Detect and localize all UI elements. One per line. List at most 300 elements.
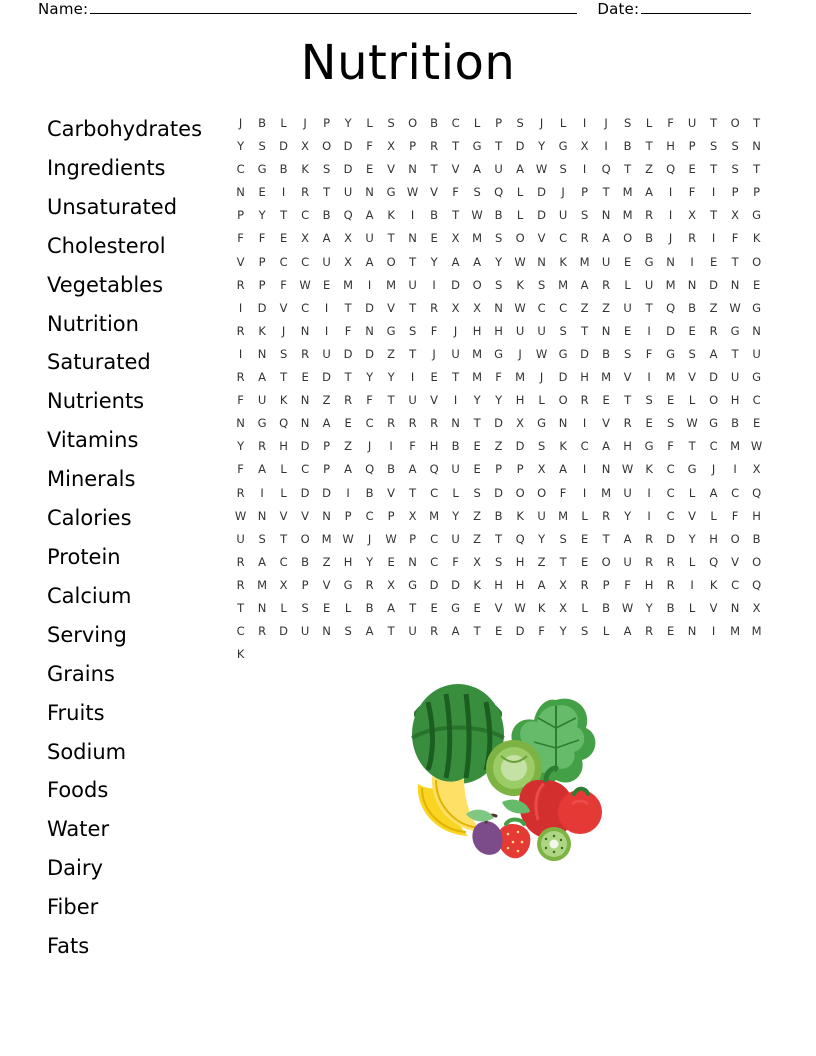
grid-cell: O xyxy=(408,116,418,130)
grid-cell: L xyxy=(688,554,696,569)
grid-cell: T xyxy=(645,139,653,154)
grid-cell: R xyxy=(623,416,632,431)
grid-cell: Q xyxy=(666,162,676,177)
grid-cell: N xyxy=(257,508,267,523)
grid-cell: L xyxy=(280,600,288,615)
grid-cell: U xyxy=(451,346,461,361)
grid-cell: N xyxy=(257,346,267,361)
grid-cell: O xyxy=(752,254,762,269)
grid-cell: N xyxy=(300,416,310,431)
grid-cell: C xyxy=(666,485,675,500)
word-list-item: Grains xyxy=(47,661,115,686)
grid-cell: M xyxy=(665,370,676,385)
grid-cell: K xyxy=(387,208,396,223)
grid-cell: O xyxy=(752,554,762,569)
grid-cell: T xyxy=(430,162,438,177)
grid-cell: C xyxy=(537,300,546,315)
grid-cell: N xyxy=(300,393,310,408)
grid-cell: C xyxy=(365,416,374,431)
grid-cell: X xyxy=(301,139,310,154)
grid-cell: S xyxy=(645,393,654,408)
grid-cell: S xyxy=(731,162,740,177)
grid-cell: N xyxy=(601,208,611,223)
grid-cell: D xyxy=(515,439,525,454)
grid-cell: Q xyxy=(343,208,353,223)
grid-cell: E xyxy=(623,254,632,269)
grid-cell: F xyxy=(237,393,245,408)
grid-cell: M xyxy=(343,277,354,292)
grid-cell: A xyxy=(602,439,611,454)
grid-cell: A xyxy=(580,277,589,292)
grid-cell: K xyxy=(559,254,568,269)
grid-cell: Q xyxy=(494,185,504,200)
grid-cell: I xyxy=(690,254,695,269)
grid-cell: C xyxy=(430,554,439,569)
grid-cell: Z xyxy=(494,439,503,454)
page-title: Nutrition xyxy=(300,35,516,91)
grid-cell: S xyxy=(559,162,568,177)
grid-cell: U xyxy=(623,485,633,500)
grid-cell: I xyxy=(604,139,609,154)
grid-cell: A xyxy=(344,462,353,477)
grid-cell: H xyxy=(515,577,525,592)
grid-cell: S xyxy=(301,600,310,615)
grid-cell: E xyxy=(473,439,482,454)
grid-cell: D xyxy=(429,577,439,592)
grid-cell: W xyxy=(621,462,634,477)
grid-cell: M xyxy=(429,508,440,523)
grid-cell: V xyxy=(430,393,439,408)
grid-cell: C xyxy=(559,231,568,246)
grid-cell: N xyxy=(752,323,762,338)
grid-cell: E xyxy=(258,185,267,200)
grid-cell: A xyxy=(258,554,267,569)
grid-cell: N xyxy=(236,185,246,200)
grid-cell: X xyxy=(516,416,525,431)
grid-cell: G xyxy=(386,323,396,338)
grid-cell: N xyxy=(257,600,267,615)
grid-cell: A xyxy=(322,231,331,246)
grid-cell: K xyxy=(645,462,654,477)
grid-cell: Y xyxy=(538,139,546,154)
grid-cell: M xyxy=(386,277,397,292)
grid-cell: D xyxy=(494,416,504,431)
grid-cell: C xyxy=(279,554,288,569)
grid-cell: X xyxy=(344,231,353,246)
grid-cell: X xyxy=(688,208,697,223)
grid-cell: S xyxy=(258,531,267,546)
grid-cell: K xyxy=(516,508,525,523)
name-label: Name: xyxy=(38,0,89,18)
grid-cell: C xyxy=(301,462,310,477)
grid-cell: L xyxy=(710,508,718,523)
grid-cell: M xyxy=(601,370,612,385)
grid-cell: X xyxy=(559,577,568,592)
grid-cell: T xyxy=(602,531,610,546)
grid-cell: E xyxy=(688,323,697,338)
grid-cell: F xyxy=(452,185,460,200)
grid-cell: L xyxy=(280,485,288,500)
grid-cell: L xyxy=(645,116,653,130)
grid-cell: S xyxy=(473,485,482,500)
grid-cell: D xyxy=(322,485,332,500)
grid-cell: M xyxy=(601,485,612,500)
grid-cell: N xyxy=(558,416,568,431)
grid-cell: R xyxy=(236,277,245,292)
grid-cell: H xyxy=(429,439,439,454)
grid-cell: J xyxy=(668,231,673,246)
grid-cell: R xyxy=(301,346,310,361)
grid-cell: R xyxy=(430,624,439,639)
grid-cell: K xyxy=(279,393,288,408)
word-list-item: Foods xyxy=(47,778,109,803)
grid-cell: B xyxy=(451,439,460,454)
grid-cell: Z xyxy=(709,300,718,315)
word-list-item: Fruits xyxy=(47,700,105,725)
grid-cell: A xyxy=(645,185,654,200)
grid-cell: F xyxy=(538,624,546,639)
grid-cell: R xyxy=(365,577,374,592)
grid-cell: V xyxy=(537,231,546,246)
grid-cell: C xyxy=(279,254,288,269)
grid-cell: E xyxy=(344,416,353,431)
grid-cell: E xyxy=(602,393,611,408)
grid-cell: E xyxy=(494,624,503,639)
grid-cell: U xyxy=(515,323,525,338)
grid-cell: J xyxy=(238,116,243,130)
date-input-line[interactable] xyxy=(641,0,751,14)
grid-cell: A xyxy=(408,462,417,477)
grid-cell: E xyxy=(688,162,697,177)
grid-cell: X xyxy=(752,600,761,615)
grid-cell: S xyxy=(623,116,632,130)
grid-cell: C xyxy=(666,462,675,477)
grid-cell: Z xyxy=(473,531,482,546)
grid-cell: I xyxy=(281,185,286,200)
word-list-item: Nutrition xyxy=(47,311,139,336)
grid-cell: D xyxy=(300,439,310,454)
grid-cell: G xyxy=(709,416,719,431)
grid-cell: D xyxy=(451,277,461,292)
grid-cell: I xyxy=(582,416,587,431)
grid-cell: P xyxy=(731,185,739,200)
grid-cell: D xyxy=(343,162,353,177)
grid-cell: O xyxy=(386,254,396,269)
grid-cell: F xyxy=(731,508,739,523)
grid-cell: P xyxy=(301,577,309,592)
grid-cell: X xyxy=(387,139,396,154)
grid-cell: C xyxy=(236,624,245,639)
grid-cell: U xyxy=(408,277,418,292)
grid-cell: X xyxy=(559,600,568,615)
grid-cell: T xyxy=(473,416,481,431)
grid-cell: X xyxy=(731,208,740,223)
grid-cell: N xyxy=(365,323,375,338)
grid-cell: B xyxy=(623,139,632,154)
grid-cell: S xyxy=(473,185,482,200)
grid-cell: P xyxy=(258,254,266,269)
grid-cell: Z xyxy=(580,300,589,315)
grid-cell: I xyxy=(367,277,372,292)
grid-cell: G xyxy=(752,208,762,223)
grid-cell: K xyxy=(537,600,546,615)
grid-cell: J xyxy=(604,116,609,130)
grid-cell: F xyxy=(409,439,417,454)
grid-cell: I xyxy=(324,323,329,338)
grid-cell: U xyxy=(752,346,762,361)
grid-cell: M xyxy=(321,531,332,546)
grid-cell: B xyxy=(279,162,288,177)
grid-cell: A xyxy=(516,162,525,177)
grid-cell: T xyxy=(495,531,503,546)
grid-cell: C xyxy=(731,577,740,592)
grid-cell: T xyxy=(710,162,718,177)
grid-cell: G xyxy=(257,162,267,177)
grid-cell: G xyxy=(752,300,762,315)
grid-cell: S xyxy=(322,162,331,177)
grid-cell: C xyxy=(301,208,310,223)
grid-cell: S xyxy=(709,139,718,154)
grid-cell: S xyxy=(580,624,589,639)
grid-cell: K xyxy=(258,323,267,338)
grid-cell: L xyxy=(280,462,288,477)
grid-cell: R xyxy=(645,531,654,546)
grid-cell: B xyxy=(430,208,439,223)
grid-cell: B xyxy=(731,416,740,431)
grid-cell: X xyxy=(344,254,353,269)
grid-cell: E xyxy=(752,416,761,431)
grid-cell: T xyxy=(344,300,352,315)
word-list-item: Sodium xyxy=(47,739,127,764)
grid-cell: G xyxy=(687,462,697,477)
grid-cell: E xyxy=(752,277,761,292)
grid-cell: R xyxy=(236,554,245,569)
grid-cell: C xyxy=(430,531,439,546)
grid-cell: T xyxy=(710,116,718,130)
grid-cell: Y xyxy=(452,508,460,523)
grid-cell: M xyxy=(730,439,741,454)
grid-cell: Z xyxy=(344,439,353,454)
grid-cell: S xyxy=(494,554,503,569)
grid-cell: P xyxy=(409,531,417,546)
grid-cell: N xyxy=(365,185,375,200)
grid-cell: E xyxy=(709,254,718,269)
grid-cell: M xyxy=(472,346,483,361)
grid-cell: U xyxy=(322,346,332,361)
grid-cell: S xyxy=(387,116,396,130)
grid-cell: F xyxy=(624,577,632,592)
grid-cell: L xyxy=(688,600,696,615)
grid-cell: T xyxy=(731,346,739,361)
grid-cell: P xyxy=(323,439,331,454)
grid-cell: A xyxy=(451,254,460,269)
grid-cell: B xyxy=(258,116,267,130)
grid-cell: M xyxy=(472,370,483,385)
word-list-item: Saturated xyxy=(47,350,151,375)
grid-cell: T xyxy=(452,208,460,223)
grid-cell: H xyxy=(623,439,633,454)
grid-cell: F xyxy=(688,185,696,200)
grid-cell: G xyxy=(730,323,740,338)
grid-cell: L xyxy=(624,277,632,292)
grid-cell: T xyxy=(688,439,696,454)
grid-cell: T xyxy=(409,600,417,615)
grid-cell: X xyxy=(451,231,460,246)
grid-cell: X xyxy=(473,300,482,315)
grid-cell: E xyxy=(623,323,632,338)
grid-cell: A xyxy=(258,462,267,477)
grid-cell: W xyxy=(729,300,742,315)
grid-cell: V xyxy=(623,370,632,385)
grid-cell: W xyxy=(535,346,548,361)
grid-cell: T xyxy=(387,231,395,246)
grid-cell: C xyxy=(580,439,589,454)
grid-cell: W xyxy=(406,185,419,200)
grid-cell: N xyxy=(322,508,332,523)
grid-cell: I xyxy=(582,485,587,500)
grid-cell: U xyxy=(257,393,267,408)
grid-cell: P xyxy=(323,462,331,477)
grid-cell: E xyxy=(322,277,331,292)
grid-cell: D xyxy=(365,346,375,361)
grid-cell: G xyxy=(752,370,762,385)
grid-cell: E xyxy=(666,393,675,408)
grid-cell: B xyxy=(494,208,503,223)
grid-cell: J xyxy=(453,323,458,338)
grid-cell: N xyxy=(236,416,246,431)
worksheet-header xyxy=(38,0,778,26)
grid-cell: D xyxy=(515,624,525,639)
grid-cell: R xyxy=(236,577,245,592)
grid-cell: U xyxy=(365,231,375,246)
grid-cell: Y xyxy=(366,370,374,385)
grid-cell: P xyxy=(581,185,589,200)
grid-cell: D xyxy=(343,139,353,154)
grid-cell: N xyxy=(322,624,332,639)
grid-cell: O xyxy=(709,393,719,408)
grid-cell: X xyxy=(752,462,761,477)
grid-cell: T xyxy=(624,393,632,408)
grid-cell: O xyxy=(515,485,525,500)
grid-cell: M xyxy=(558,277,569,292)
grid-cell: D xyxy=(279,139,289,154)
grid-cell: A xyxy=(365,624,374,639)
grid-cell: H xyxy=(515,554,525,569)
grid-cell: Y xyxy=(473,393,481,408)
name-input-line[interactable] xyxy=(90,0,577,14)
grid-cell: O xyxy=(730,531,740,546)
grid-cell: J xyxy=(303,116,308,130)
grid-cell: P xyxy=(495,116,503,130)
grid-cell: B xyxy=(322,208,331,223)
grid-cell: Y xyxy=(344,116,352,130)
grid-cell: B xyxy=(430,116,439,130)
grid-cell: G xyxy=(666,346,676,361)
grid-cell: I xyxy=(582,462,587,477)
grid-cell: T xyxy=(344,370,352,385)
grid-cell: I xyxy=(711,231,716,246)
grid-cell: N xyxy=(494,300,504,315)
grid-cell: T xyxy=(753,116,761,130)
grid-cell: R xyxy=(430,139,439,154)
grid-cell: L xyxy=(366,116,374,130)
grid-cell: S xyxy=(494,231,503,246)
grid-cell: A xyxy=(322,416,331,431)
grid-cell: F xyxy=(280,277,288,292)
grid-cell: U xyxy=(623,554,633,569)
grid-cell: N xyxy=(687,624,697,639)
grid-cell: U xyxy=(730,370,740,385)
grid-cell: W xyxy=(514,300,527,315)
grid-cell: Y xyxy=(559,624,567,639)
grid-cell: R xyxy=(236,323,245,338)
grid-cell: R xyxy=(666,577,675,592)
grid-cell: H xyxy=(472,323,482,338)
grid-cell: U xyxy=(451,531,461,546)
grid-cell: A xyxy=(473,254,482,269)
grid-cell: U xyxy=(322,254,332,269)
grid-cell: U xyxy=(558,208,568,223)
grid-cell: P xyxy=(387,508,395,523)
grid-cell: O xyxy=(730,116,740,130)
grid-cell: J xyxy=(561,185,566,200)
grid-cell: L xyxy=(473,116,481,130)
grid-cell: X xyxy=(451,300,460,315)
grid-cell: U xyxy=(644,277,654,292)
grid-cell: W xyxy=(385,531,398,546)
grid-cell: V xyxy=(451,162,460,177)
grid-cell: N xyxy=(408,162,418,177)
grid-cell: A xyxy=(473,162,482,177)
grid-cell: D xyxy=(257,300,267,315)
grid-cell: Q xyxy=(365,462,375,477)
grid-cell: F xyxy=(237,231,245,246)
grid-cell: H xyxy=(494,577,504,592)
grid-cell: I xyxy=(711,624,716,639)
grid-cell: V xyxy=(709,600,718,615)
grid-cell: R xyxy=(580,393,589,408)
grid-cell: S xyxy=(279,346,288,361)
grid-cell: L xyxy=(581,508,589,523)
grid-cell: T xyxy=(409,485,417,500)
grid-cell: S xyxy=(666,416,675,431)
grid-cell: B xyxy=(387,462,396,477)
grid-cell: A xyxy=(451,624,460,639)
grid-cell: G xyxy=(494,346,504,361)
grid-cell: H xyxy=(730,393,740,408)
word-list-item: Ingredients xyxy=(47,155,166,180)
grid-cell: V xyxy=(688,508,697,523)
grid-cell: R xyxy=(602,508,611,523)
fruits-and-vegetables-illustration xyxy=(406,672,606,862)
grid-cell: F xyxy=(430,323,438,338)
grid-cell: U xyxy=(623,300,633,315)
grid-cell: E xyxy=(387,554,396,569)
grid-cell: U xyxy=(537,323,547,338)
word-list-item: Fiber xyxy=(47,895,99,920)
grid-cell: E xyxy=(365,162,374,177)
date-label: Date: xyxy=(597,0,640,18)
grid-cell: D xyxy=(558,370,568,385)
grid-cell: G xyxy=(257,416,267,431)
grid-cell: X xyxy=(580,139,589,154)
grid-cell: O xyxy=(472,277,482,292)
grid-cell: E xyxy=(473,600,482,615)
grid-cell: R xyxy=(709,323,718,338)
grid-cell: Y xyxy=(258,208,266,223)
grid-cell: H xyxy=(709,531,719,546)
word-list-item: Serving xyxy=(47,622,127,647)
